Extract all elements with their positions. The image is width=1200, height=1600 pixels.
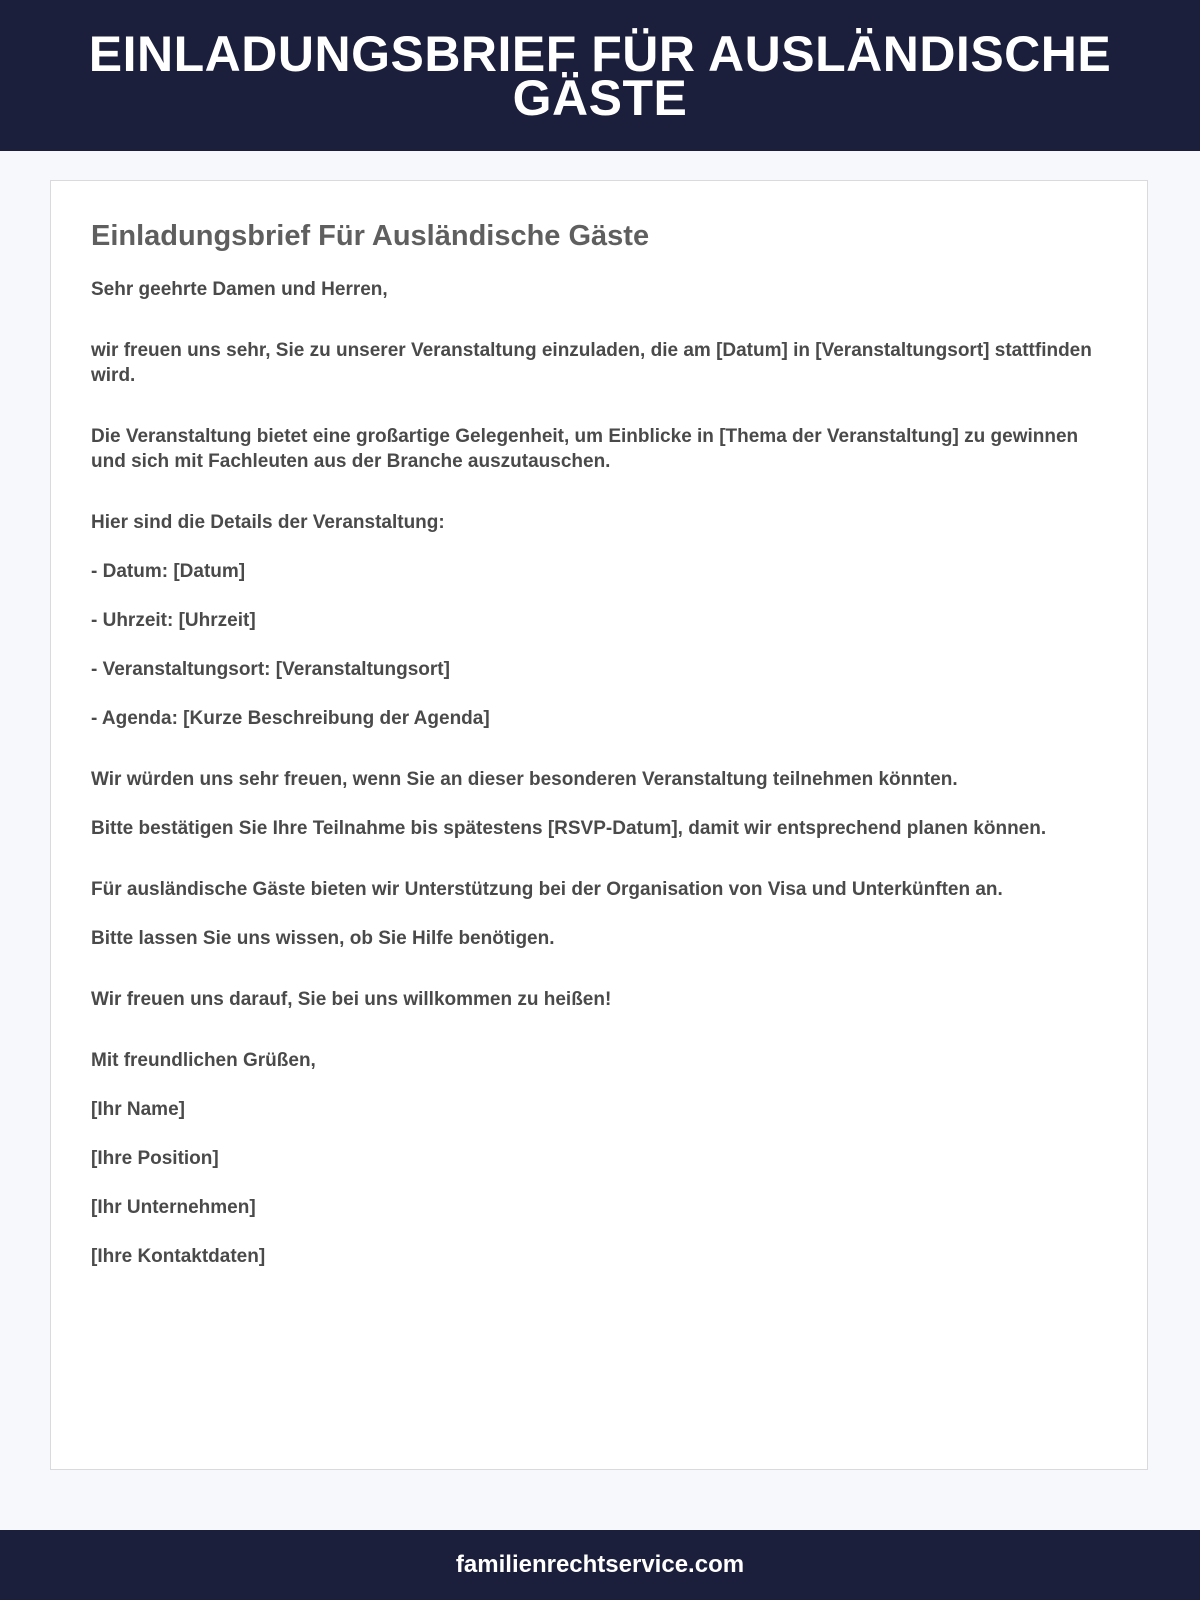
detail-agenda: - Agenda: [Kurze Beschreibung der Agenda] [91,708,490,729]
footer-site-name: familienrechtservice.com [455,1551,745,1578]
event-description-paragraph: Die Veranstaltung bietet eine großartige Gelegenheit, um Einblicke in [Thema der Veranstaltung] zu gewinnen und sich mit Fachleuten aus der Branche auszutauschen. [91,426,1079,472]
header-banner [0,0,1200,151]
signature-position: [Ihre Position] [91,1148,219,1169]
support-paragraph: Für ausländische Gäste bieten wir Unterstützung bei der Organisation von Visa und Unterkünften an. [91,879,1003,900]
letter-title: Einladungsbrief Für Ausländische Gäste [91,220,650,252]
closing: Mit freundlichen Grüßen, [91,1050,316,1071]
participation-paragraph: Wir würden uns sehr freuen, wenn Sie an dieser besonderen Veranstaltung teilnehmen könnten. [91,769,958,790]
salutation: Sehr geehrte Damen und Herren, [91,279,388,300]
details-intro: Hier sind die Details der Veranstaltung: [91,512,445,533]
signature-contact: [Ihre Kontaktdaten] [91,1246,266,1267]
rsvp-paragraph: Bitte bestätigen Sie Ihre Teilnahme bis spätestens [RSVP-Datum], damit wir entsprechend planen können. [91,818,1047,839]
footer-bar [0,1530,1200,1600]
letter-content [51,181,1147,1269]
letter-card [50,180,1148,1470]
signature-company: [Ihr Unternehmen] [91,1197,256,1218]
help-paragraph: Bitte lassen Sie uns wissen, ob Sie Hilfe benötigen. [91,928,555,949]
banner-title: EINLADUNGSBRIEF FÜR AUSLÄNDISCHE GÄSTE [88,25,1112,126]
detail-date: - Datum: [Datum] [91,561,246,582]
detail-time: - Uhrzeit: [Uhrzeit] [91,610,256,631]
welcome-paragraph: Wir freuen uns darauf, Sie bei uns willkommen zu heißen! [91,989,612,1010]
signature-name: [Ihr Name] [91,1099,185,1120]
detail-location: - Veranstaltungsort: [Veranstaltungsort] [91,659,450,680]
invitation-paragraph: wir freuen uns sehr, Sie zu unserer Veranstaltung einzuladen, die am [Datum] in [Veranstaltungsort] stattfinden wird. [91,340,1092,386]
